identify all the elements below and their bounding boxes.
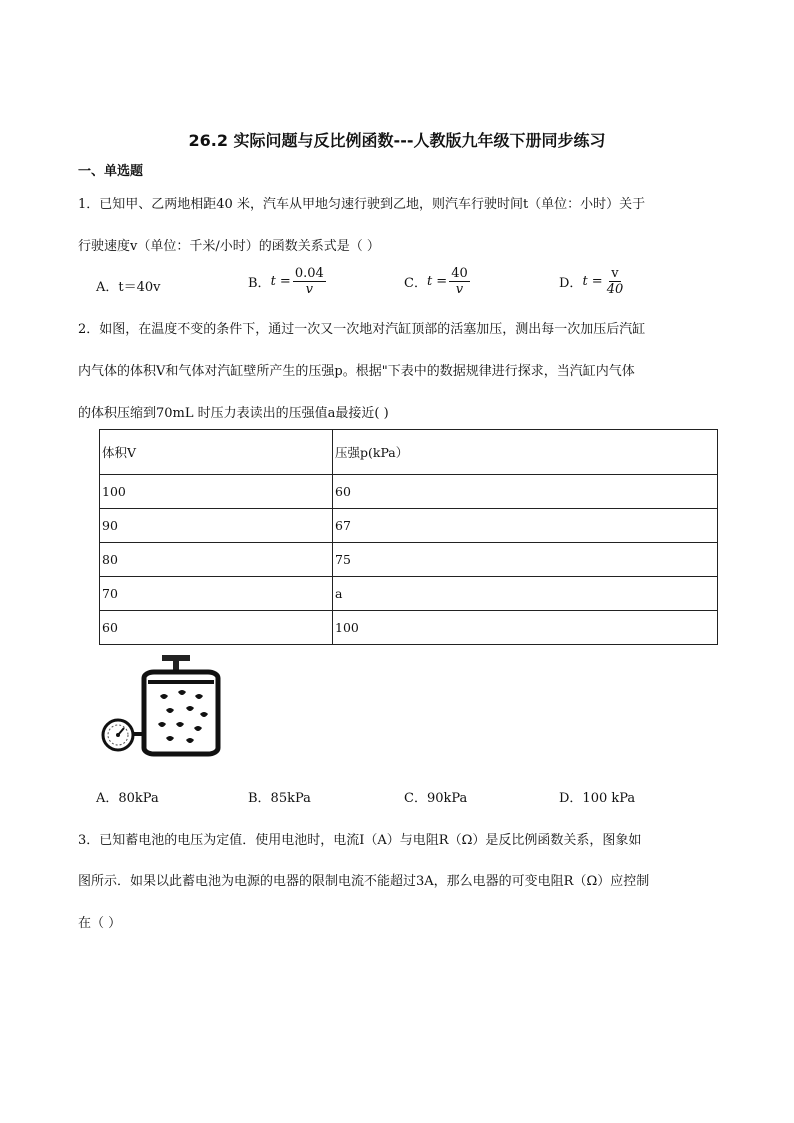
q3-stem-line-3: 在（ ）	[78, 916, 122, 931]
q2-stem-line-2: 内气体的体积V和气体对汽缸壁所产生的压强p。根据"下表中的数据规律进行探求，当汽缸内气体	[78, 364, 635, 379]
q2-option-d[interactable]: D．100 kPa	[559, 791, 636, 806]
table-row	[100, 577, 718, 611]
q1-option-d-fraction	[605, 266, 626, 297]
q1-option-c-label: C．	[404, 276, 427, 291]
q2-stem-line-3: 的体积压缩到70mL 时压力表读出的压强值a最接近( )	[78, 406, 389, 421]
page-title: 26.2 实际问题与反比例函数---人教版九年级下册同步练习	[188, 131, 606, 150]
q1-option-c[interactable]	[404, 266, 470, 297]
cylinder-body	[144, 672, 218, 754]
table-header-pressure: 压强p(kPa）	[333, 430, 718, 475]
table-cell-volume: 70	[100, 577, 333, 611]
q3-stem-line-2: 图所示．如果以此蓄电池为电源的电器的限制电流不能超过3A，那么电器的可变电阻R（Ω）应控制	[78, 874, 650, 889]
table-row	[100, 509, 718, 543]
table-cell-volume: 80	[100, 543, 333, 577]
q3-stem-line-1: 3．已知蓄电池的电压为定值．使用电池时，电流I（A）与电阻R（Ω）是反比例函数关系，图象如	[78, 833, 642, 848]
table-cell-volume: 90	[100, 509, 333, 543]
q2-stem-line-1: 2．如图，在温度不变的条件下，通过一次又一次地对汽缸顶部的活塞加压，测出每一次加压后汽缸	[78, 322, 646, 337]
q2-options	[96, 787, 736, 821]
table-cell-volume: 60	[100, 611, 333, 645]
table-cell-volume: 100	[100, 475, 333, 509]
q1-option-b[interactable]	[248, 266, 326, 297]
q1-stem-line-2: 行驶速度v（单位：千米/小时）的函数关系式是（ ）	[78, 239, 380, 254]
table-cell-pressure: 100	[333, 611, 718, 645]
q1-option-d-lhs: t =	[582, 274, 603, 289]
q2-option-a[interactable]: A．80kPa	[96, 791, 159, 806]
q1-option-d-denominator: 40	[606, 282, 624, 297]
q1-options	[96, 266, 736, 300]
table-row	[100, 475, 718, 509]
table-cell-pressure: a	[333, 577, 718, 611]
q1-option-b-numerator: 0.04	[294, 266, 324, 281]
q2-option-b[interactable]: B．85kPa	[248, 791, 311, 806]
table-cell-pressure: 60	[333, 475, 718, 509]
table-row	[100, 611, 718, 645]
q1-option-d-label: D．	[559, 276, 583, 291]
table-cell-pressure: 75	[333, 543, 718, 577]
q2-option-c[interactable]: C．90kPa	[404, 791, 468, 806]
q1-option-c-lhs: t =	[426, 274, 448, 289]
q1-option-b-lhs: t =	[270, 274, 291, 289]
table-cell-pressure: 67	[333, 509, 718, 543]
q1-option-a[interactable]: A．t＝40v	[96, 280, 161, 295]
piston-plate	[148, 680, 214, 684]
table-header-row	[100, 430, 718, 475]
piston-handle	[162, 655, 190, 661]
q2-data-table	[99, 429, 718, 645]
q1-option-b-fraction	[293, 266, 326, 297]
q1-option-b-label: B．	[248, 276, 271, 291]
q1-option-b-denominator: v	[305, 282, 313, 297]
q1-option-d-numerator: v	[611, 266, 619, 281]
cylinder-illustration	[100, 652, 230, 762]
table-header-volume: 体积V	[100, 430, 333, 475]
table-row	[100, 543, 718, 577]
q1-option-d[interactable]	[559, 266, 625, 297]
q1-option-c-fraction	[449, 266, 470, 297]
cylinder-gauge-svg	[100, 652, 230, 762]
q1-option-c-denominator: v	[455, 282, 464, 297]
q1-option-c-numerator: 40	[451, 266, 468, 281]
q1-stem-line-1: 1．已知甲、乙两地相距40 米，汽车从甲地匀速行驶到乙地，则汽车行驶时间t（单位：小时）关于	[78, 197, 646, 212]
section-heading: 一、单选题	[78, 164, 144, 179]
